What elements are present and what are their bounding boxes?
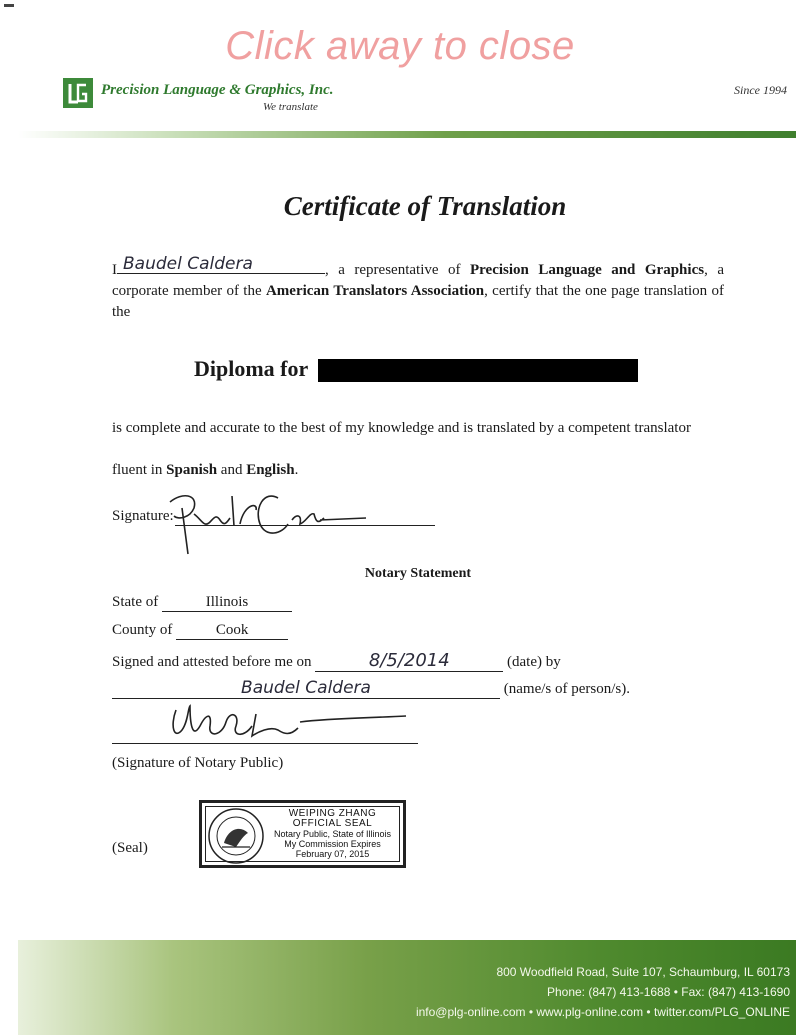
company-tagline: We translate	[263, 101, 318, 113]
footer-web-links[interactable]: info@plg-online.com • www.plg-online.com • twitter.com/PLG_ONLINE	[415, 1005, 790, 1019]
language-spanish: Spanish	[166, 462, 218, 478]
signed-date-handwritten: 8/5/2014	[315, 650, 503, 672]
notary-name: WEIPING ZHANG	[288, 808, 377, 819]
footer-contact	[416, 962, 790, 1022]
person-name-handwritten: Baudel Caldera	[112, 678, 500, 699]
seal-text-block	[266, 809, 399, 859]
signed-label: Signed and attested before me on	[112, 654, 312, 670]
county-value: Cook	[176, 622, 288, 640]
fluent-and: and	[217, 462, 247, 478]
translator-signature-image	[160, 484, 370, 562]
state-value: Illinois	[162, 594, 292, 612]
date-suffix: (date) by	[507, 654, 561, 670]
person-suffix: (name/s of person/s).	[503, 681, 630, 697]
lg-logo-icon	[63, 78, 93, 108]
click-away-to-close-overlay[interactable]: Click away to close	[225, 24, 575, 68]
company-name: Precision Language & Graphics, Inc.	[101, 82, 334, 98]
redacted-name-bar	[318, 359, 638, 382]
translator-name-handwritten: Baudel Caldera	[123, 254, 253, 274]
seal-title: OFFICIAL SEAL	[292, 818, 373, 829]
accuracy-statement: is complete and accurate to the best of my knowledge and is translated by a competent translator	[112, 420, 691, 436]
signed-row	[112, 650, 561, 672]
seal-line-2: My Commission Expires	[284, 839, 381, 849]
intro-prefix: I	[112, 262, 117, 278]
signature-label: Signature:	[112, 508, 174, 524]
certification-statement	[112, 256, 724, 323]
footer-banner	[18, 940, 796, 1035]
language-english: English	[246, 462, 295, 478]
county-label: County of	[112, 622, 173, 638]
footer-phone-fax: Phone: (847) 413-1688 • Fax: (847) 413-1690	[546, 985, 790, 999]
fluency-statement	[112, 460, 724, 481]
notary-signature-label: (Signature of Notary Public)	[112, 755, 284, 771]
state-row	[112, 594, 292, 612]
state-seal-emblem-icon	[206, 807, 266, 865]
fluent-prefix: fluent in	[112, 462, 167, 478]
association-name: American Translators Association	[265, 283, 485, 299]
company-name-bold: Precision Language and Graphics	[470, 262, 705, 278]
seal-expiry: February 07, 2015	[295, 849, 370, 859]
intro-text-a: , a representative of	[325, 262, 470, 278]
corner-mark	[4, 4, 14, 7]
notary-statement-heading: Notary Statement	[364, 566, 472, 581]
company-logo	[63, 78, 93, 108]
header-divider	[18, 131, 796, 138]
notary-seal-stamp	[199, 800, 406, 868]
since-year: Since 1994	[734, 83, 787, 97]
seal-label: (Seal)	[112, 840, 148, 856]
intro-text-b: , a corporate member of the	[112, 262, 724, 299]
county-row	[112, 622, 288, 640]
certificate-title: Certificate of Translation	[283, 191, 567, 221]
fluent-suffix: .	[294, 462, 299, 478]
notary-signature-line	[112, 743, 418, 744]
translator-name-line	[117, 256, 325, 274]
notary-signature-image	[160, 696, 410, 748]
footer-address: 800 Woodfield Road, Suite 107, Schaumburg, IL 60173	[496, 965, 790, 979]
document-title: Diploma for	[194, 356, 309, 381]
intro-text-c: , certify that the one page translation of the	[112, 283, 724, 320]
state-label: State of	[112, 594, 159, 610]
seal-line-1: Notary Public, State of Illinois	[273, 829, 392, 839]
